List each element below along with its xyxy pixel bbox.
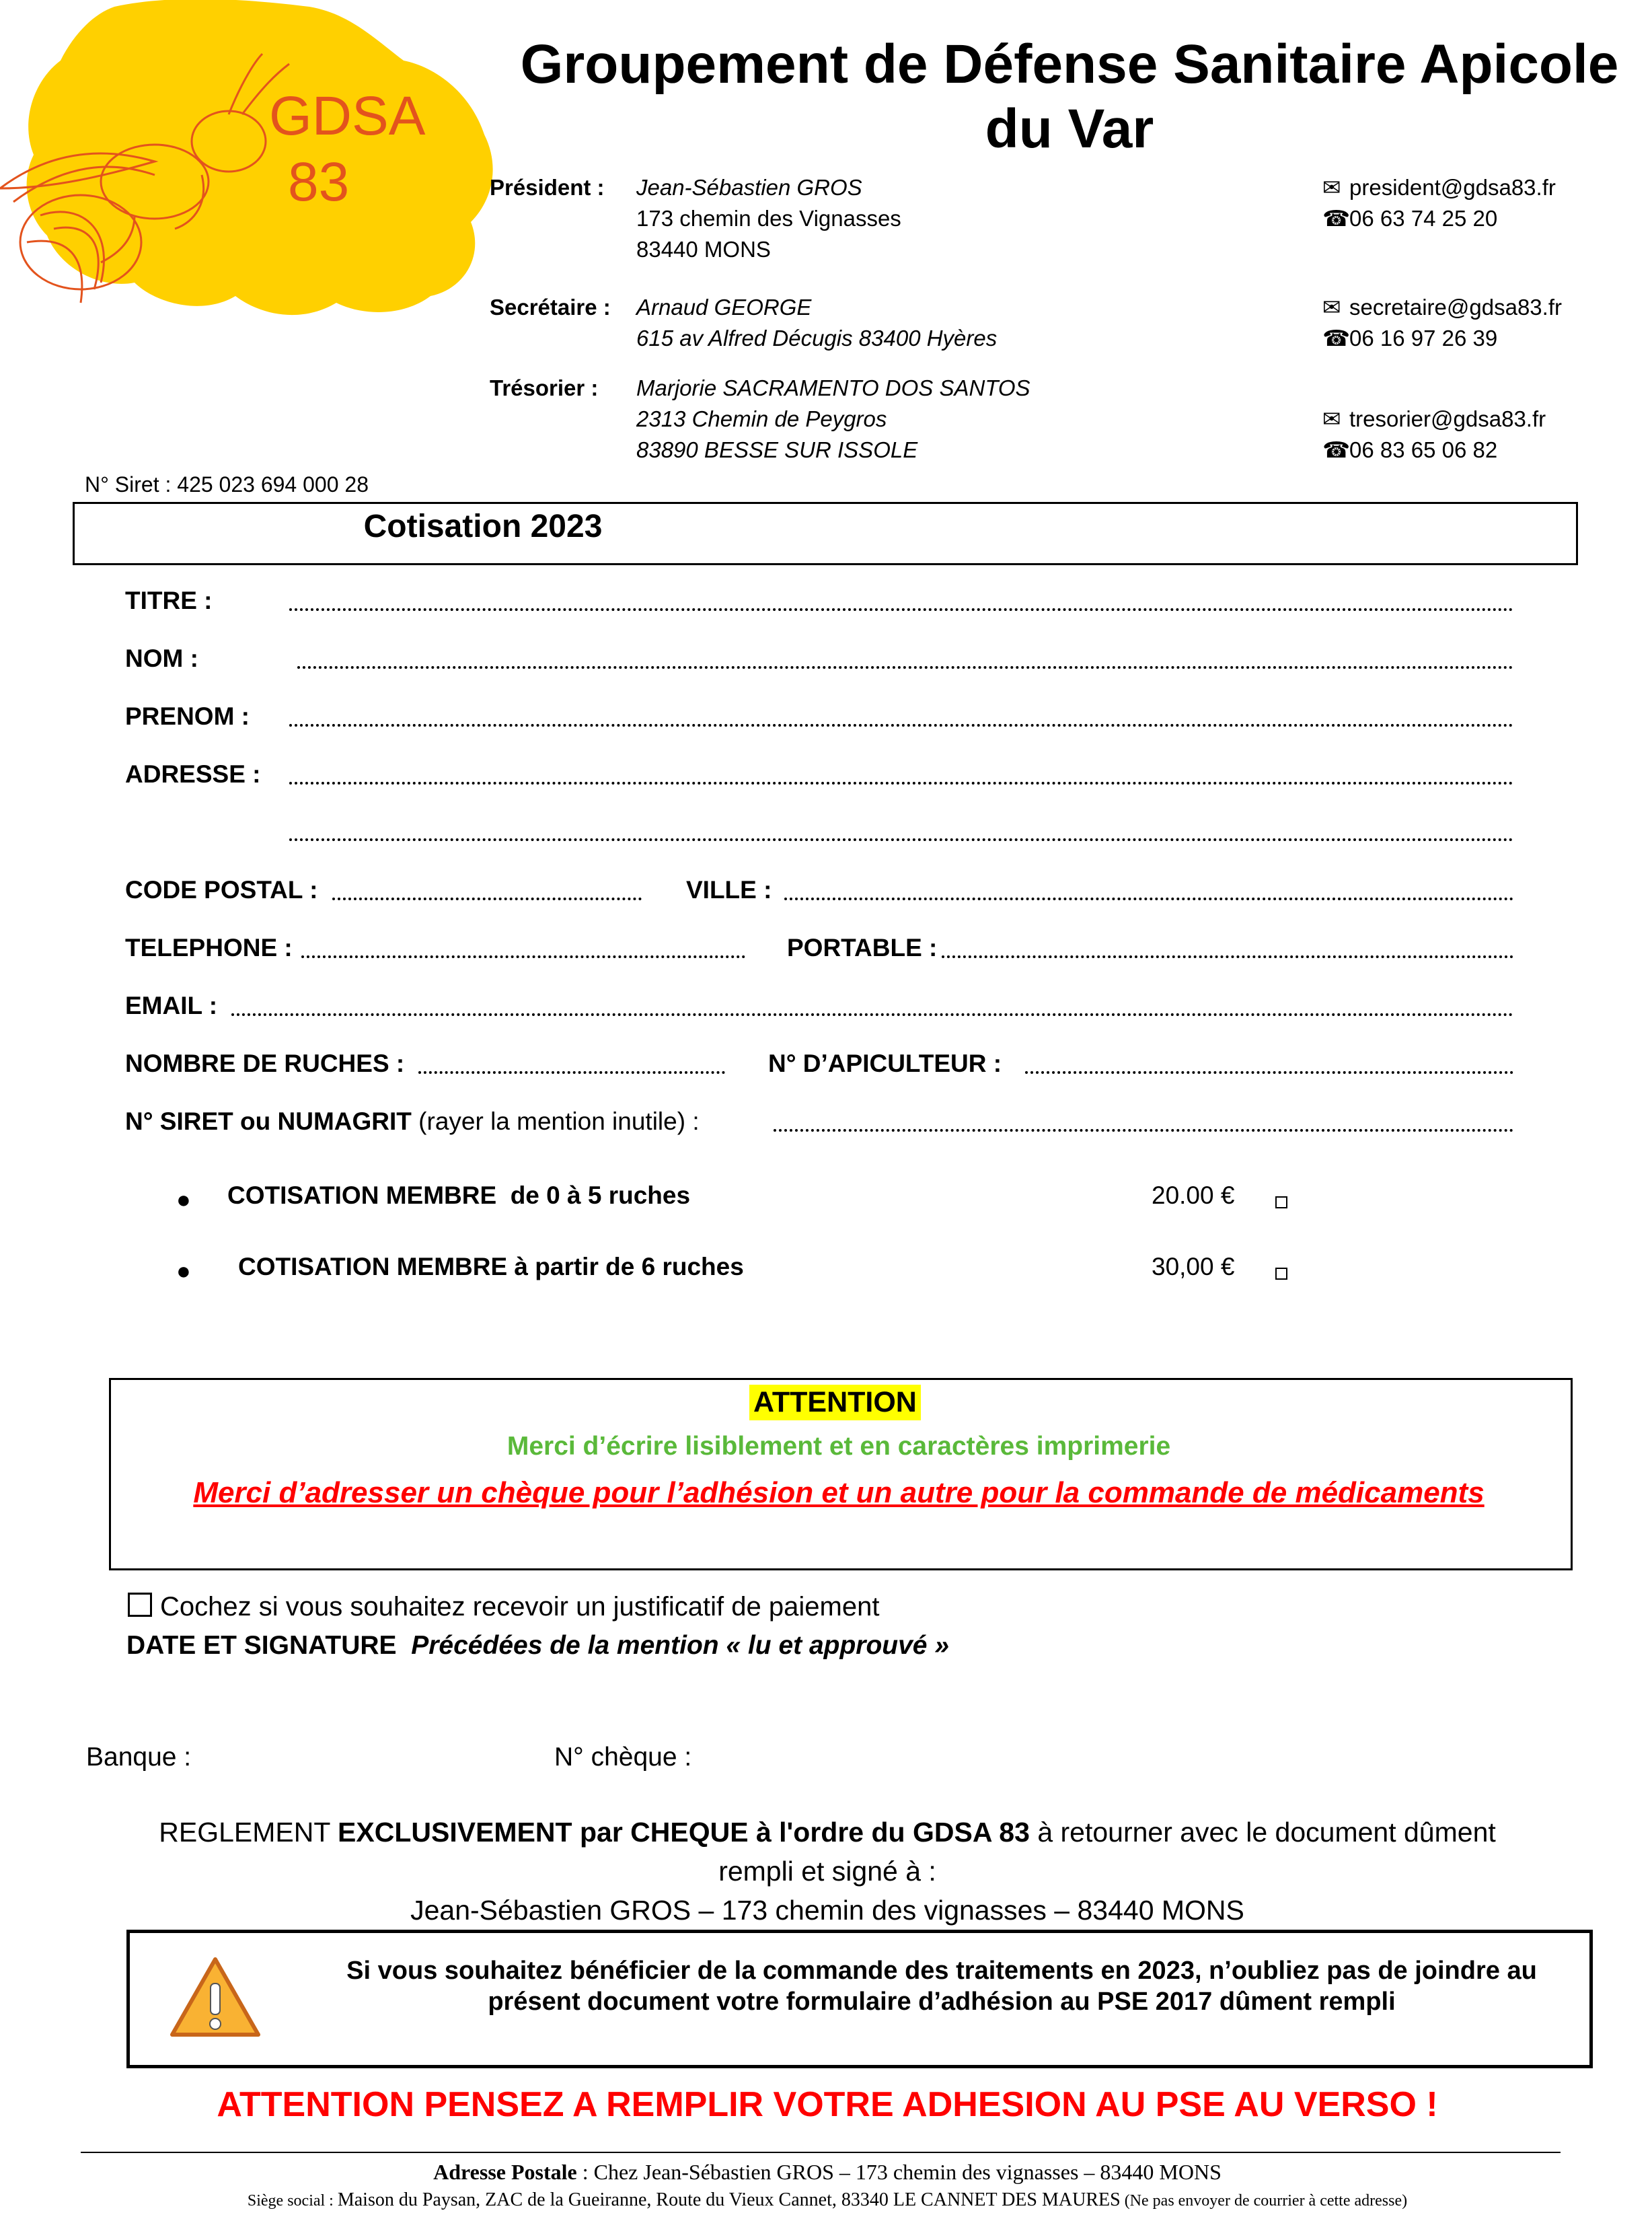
secretary-contact: [1322, 292, 1562, 354]
treasurer-info: [636, 373, 1030, 466]
titre-label: TITRE :: [125, 587, 213, 614]
banque-label: Banque :: [86, 1743, 192, 1772]
bullet-icon: ●: [176, 1257, 191, 1284]
telephone-icon: ☎: [1322, 326, 1351, 351]
secretary-phone: 06 16 97 26 39: [1349, 326, 1498, 351]
president-email[interactable]: president@gdsa83.fr: [1349, 175, 1556, 200]
president-address-1: 173 chemin des Vignasses: [636, 206, 901, 231]
president-address-2: 83440 MONS: [636, 237, 771, 262]
secretary-name: Arnaud GEORGE: [636, 295, 812, 320]
ruches-label: NOMBRE DE RUCHES :: [125, 1050, 405, 1077]
code-postal-label: CODE POSTAL :: [125, 876, 318, 904]
ville-label: VILLE :: [686, 876, 772, 904]
reglement-line-2: rempli et signé à :: [718, 1856, 936, 1887]
president-name: Jean-Sébastien GROS: [636, 175, 862, 200]
bee-logo-graphic: [0, 0, 511, 350]
title-line-2: du Var: [985, 98, 1154, 159]
cotisation-title: Cotisation 2023: [363, 509, 603, 544]
president-phone: 06 63 74 25 20: [1349, 206, 1498, 231]
treasurer-label: Trésorier :: [490, 375, 599, 400]
attention-line-1: Merci d’écrire lisiblement et en caractères imprimerie: [506, 1432, 1171, 1461]
bullet-icon: ●: [176, 1186, 191, 1213]
pse-reminder: ATTENTION PENSEZ A REMPLIR VOTRE ADHESION AU PSE AU VERSO !: [217, 2085, 1438, 2124]
option-2-price: 30,00 €: [1152, 1253, 1235, 1280]
treasurer-contact: [1322, 404, 1546, 466]
footer-siege-label: Siège social :: [247, 2192, 338, 2210]
treasurer-address-1: 2313 Chemin de Peygros: [636, 406, 887, 431]
footer-postal-address: [67, 2160, 1587, 2185]
president-label: Président :: [490, 175, 605, 200]
siret-number: N° Siret : 425 023 694 000 28: [85, 472, 369, 497]
option-1-checkbox[interactable]: [1275, 1196, 1287, 1208]
siret-numagrit-note: (rayer la mention inutile) :: [418, 1107, 700, 1135]
num-apiculteur-label: N° D’APICULTEUR :: [768, 1050, 1002, 1077]
secretary-label: Secrétaire :: [490, 295, 611, 320]
justificatif-row: [128, 1592, 879, 1622]
reglement-part-1: REGLEMENT: [159, 1817, 338, 1848]
ruches-input-line[interactable]: [418, 1071, 725, 1074]
footer-siege-social: [67, 2189, 1587, 2211]
telephone-label: TELEPHONE :: [125, 934, 293, 961]
cheque-number-label: N° chèque :: [554, 1743, 692, 1772]
reglement-line-3: Jean-Sébastien GROS – 173 chemin des vignasses – 83440 MONS: [410, 1895, 1244, 1926]
envelope-icon: ✉: [1322, 175, 1341, 200]
date-signature-mention: Précédées de la mention « lu et approuvé »: [411, 1631, 950, 1660]
footer-siege-note: (Ne pas envoyer de courrier à cette adresse): [1120, 2192, 1408, 2210]
adresse-label: ADRESSE :: [125, 760, 261, 788]
logo-text-gdsa: GDSA: [269, 85, 426, 147]
title-line-1: Groupement de Défense Sanitaire Apicole: [520, 34, 1619, 95]
siret-numagrit-label: [125, 1105, 700, 1138]
telephone-input-line[interactable]: [301, 955, 745, 958]
siret-numagrit-input-line[interactable]: [774, 1129, 1513, 1132]
attention-line-2: Merci d’adresser un chèque pour l’adhésion et un autre pour la commande de médicaments: [193, 1476, 1485, 1509]
adresse-input-line-2[interactable]: [289, 838, 1513, 841]
portable-input-line[interactable]: [942, 955, 1513, 958]
email-input-line[interactable]: [231, 1013, 1513, 1016]
president-info: [636, 172, 901, 265]
footer-divider: [81, 2152, 1561, 2153]
footer-postal-label: Adresse Postale: [433, 2160, 577, 2184]
date-signature: [126, 1631, 949, 1661]
telephone-icon: ☎: [1322, 437, 1351, 462]
secretary-email[interactable]: secretaire@gdsa83.fr: [1349, 295, 1562, 320]
option-2-label: COTISATION MEMBRE à partir de 6 ruches: [238, 1253, 744, 1280]
reglement-part-3: à retourner avec le document dûment: [1029, 1817, 1496, 1848]
option-1-label: COTISATION MEMBRE de 0 à 5 ruches: [227, 1181, 691, 1209]
telephone-icon: ☎: [1322, 206, 1351, 231]
envelope-icon: ✉: [1322, 406, 1341, 431]
nom-input-line[interactable]: [297, 666, 1513, 669]
secretary-address: 615 av Alfred Décugis 83400 Hyères: [636, 326, 998, 351]
date-signature-label: DATE ET SIGNATURE: [126, 1631, 397, 1660]
titre-input-line[interactable]: [289, 608, 1513, 611]
secretary-info: [636, 292, 997, 354]
president-contact: [1322, 172, 1556, 234]
envelope-icon: ✉: [1322, 295, 1341, 320]
adresse-input-line-1[interactable]: [289, 782, 1513, 785]
option-2-checkbox[interactable]: [1275, 1268, 1287, 1280]
portable-label: PORTABLE :: [787, 934, 938, 961]
reglement-part-2: EXCLUSIVEMENT par CHEQUE à l'ordre du GDSA 83: [338, 1817, 1030, 1848]
num-apiculteur-input-line[interactable]: [1025, 1071, 1513, 1074]
gdsa-logo: [0, 0, 511, 350]
footer-postal-value: : Chez Jean-Sébastien GROS – 173 chemin des vignasses – 83440 MONS: [576, 2160, 1222, 2184]
siret-numagrit-bold: N° SIRET ou NUMAGRIT: [125, 1107, 412, 1135]
nom-label: NOM :: [125, 645, 198, 672]
warning-text: Si vous souhaitez bénéficier de la commande des traitements en 2023, n’oubliez pas de joindre au présent document votre formulaire d’adhésion au PSE 2017 dûment rempli: [346, 1957, 1537, 2016]
code-postal-input-line[interactable]: [332, 898, 642, 900]
treasurer-email[interactable]: tresorier@gdsa83.fr: [1349, 406, 1546, 431]
justificatif-label: Cochez si vous souhaitez recevoir un justificatif de paiement: [160, 1592, 880, 1622]
warning-triangle-icon: [168, 1955, 262, 2043]
email-label: EMAIL :: [125, 992, 218, 1019]
treasurer-phone: 06 83 65 06 82: [1349, 437, 1498, 462]
reglement-text: [67, 1813, 1587, 1930]
treasurer-name: Marjorie SACRAMENTO DOS SANTOS: [636, 375, 1030, 400]
option-1-price: 20.00 €: [1152, 1181, 1235, 1209]
ville-input-line[interactable]: [784, 898, 1513, 900]
prenom-input-line[interactable]: [289, 724, 1513, 727]
attention-title: ATTENTION: [749, 1385, 921, 1420]
treasurer-address-2: 83890 BESSE SUR ISSOLE: [636, 437, 918, 462]
page-title: [491, 32, 1648, 161]
justificatif-checkbox[interactable]: [128, 1593, 152, 1617]
logo-text-83: 83: [288, 151, 350, 213]
prenom-label: PRENOM :: [125, 702, 250, 730]
footer-siege-value: Maison du Paysan, ZAC de la Gueiranne, Route du Vieux Cannet, 83340 LE CANNET DES MAURES: [337, 2189, 1121, 2210]
